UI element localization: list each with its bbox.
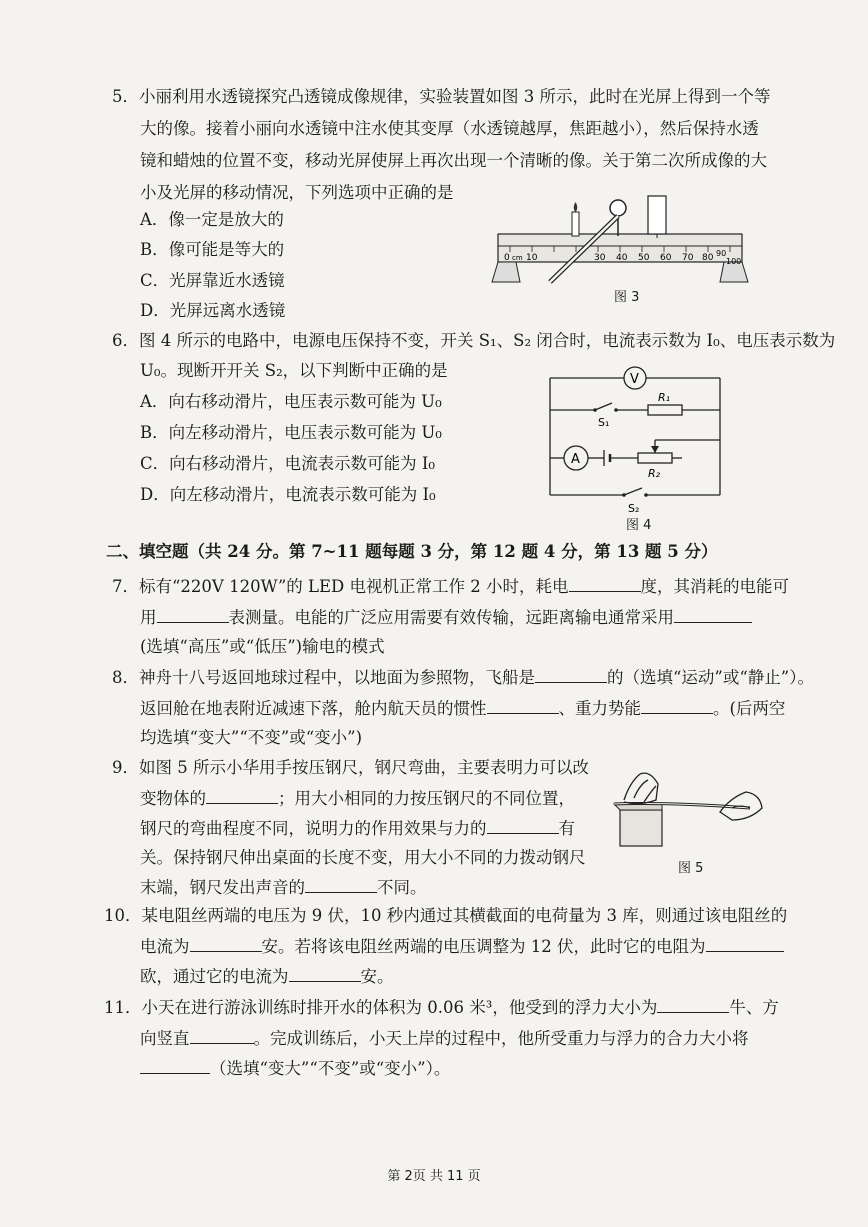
q10-blank-1[interactable] bbox=[190, 935, 262, 952]
ruler-tick-50: 50 bbox=[638, 253, 650, 263]
q11-text-1b: 牛、方 bbox=[729, 998, 779, 1017]
voltmeter-label: V bbox=[630, 372, 639, 387]
figure-3-caption: 图 3 bbox=[614, 290, 640, 305]
ruler-tick-70: 70 bbox=[682, 253, 694, 263]
q6-line-1: 6．图 4 所示的电路中，电源电压保持不变，开关 S₁、S₂ 闭合时，电流表示数为 I₀、电压表示数为 bbox=[112, 331, 836, 350]
r1-label: R₁ bbox=[658, 391, 671, 404]
q11-text-1a: 11．小天在进行游泳训练时排开水的体积为 0.06 米³，他受到的浮力大小为 bbox=[104, 998, 658, 1017]
q9-blank-3[interactable] bbox=[305, 876, 377, 893]
q8-blank-2[interactable] bbox=[487, 697, 559, 714]
q6-option-c: C．向右移动滑片，电流表示数可能为 I₀ bbox=[140, 454, 436, 473]
q10-line-3 bbox=[140, 965, 394, 988]
figure-5-ruler-on-table bbox=[600, 764, 770, 848]
q6-option-d: D．向左移动滑片，电流表示数可能为 I₀ bbox=[140, 485, 436, 504]
q9-text-3a: 钢尺的弯曲程度不同，说明力的作用效果与力的 bbox=[140, 819, 487, 838]
q7-text-1a: 7．标有“220V 120W”的 LED 电视机正常工作 2 小时，耗电 bbox=[112, 577, 569, 596]
q11-text-3: （选填“变大”“不变”或“变小”）。 bbox=[210, 1059, 451, 1078]
s1-label: S₁ bbox=[598, 416, 610, 429]
q10-blank-2[interactable] bbox=[706, 935, 784, 952]
q9-line-5 bbox=[140, 876, 427, 899]
s2-label: S₂ bbox=[628, 502, 640, 515]
ruler-tick-40: 40 bbox=[616, 253, 628, 263]
q11-line-2 bbox=[140, 1027, 749, 1050]
q11-blank-1[interactable] bbox=[657, 996, 729, 1013]
figure-3-optical-bench bbox=[490, 194, 750, 294]
q8-text-2b: 、重力势能 bbox=[558, 699, 641, 718]
ruler-tick-90: 90 bbox=[716, 249, 727, 258]
q8-blank-1[interactable] bbox=[535, 666, 607, 683]
q8-blank-3[interactable] bbox=[641, 697, 713, 714]
q6-option-a: A．向右移动滑片，电压表示数可能为 U₀ bbox=[140, 392, 442, 411]
q11-blank-2[interactable] bbox=[190, 1027, 254, 1044]
q5-option-b: B．像可能是等大的 bbox=[140, 240, 285, 259]
q6-line-2: U₀。现断开开关 S₂，以下判断中正确的是 bbox=[140, 361, 448, 380]
q8-text-1b: 的（选填“运动”或“静止”）。 bbox=[607, 668, 814, 687]
q11-blank-3[interactable] bbox=[140, 1057, 210, 1074]
q8-line-1 bbox=[112, 666, 814, 689]
ruler-tick-80: 80 bbox=[702, 253, 714, 263]
q9-blank-2[interactable] bbox=[487, 817, 559, 834]
ruler-tick-cm: cm bbox=[512, 254, 523, 262]
q10-text-2b: 安。若将该电阻丝两端的电压调整为 12 伏，此时它的电阻为 bbox=[261, 937, 706, 956]
q9-line-1: 9．如图 5 所示小华用手按压钢尺，钢尺弯曲，主要表明力可以改 bbox=[112, 758, 589, 777]
q10-text-3a: 欧，通过它的电流为 bbox=[140, 967, 289, 986]
q9-text-2a: 变物体的 bbox=[140, 789, 206, 808]
ruler-tick-30: 30 bbox=[594, 253, 606, 263]
q9-line-3 bbox=[140, 817, 575, 840]
q10-line-2 bbox=[140, 935, 784, 958]
ammeter-label: A bbox=[571, 452, 580, 467]
q9-text-2b: ；用大小相同的力按压钢尺的不同位置， bbox=[278, 789, 575, 808]
q11-text-2b: 。完成训练后，小天上岸的过程中，他所受重力与浮力的合力大小将 bbox=[253, 1029, 749, 1048]
q7-text-1b: 度，其消耗的电能可 bbox=[640, 577, 789, 596]
q8-line-3: 均选填“变大”“不变”或“变小”) bbox=[140, 728, 363, 747]
q7-line-3: (选填“高压”或“低压”)输电的模式 bbox=[140, 637, 385, 656]
figure-5-caption: 图 5 bbox=[678, 861, 704, 876]
q8-line-2 bbox=[140, 697, 785, 720]
q10-text-2a: 电流为 bbox=[140, 937, 190, 956]
q11-text-2a: 向竖直 bbox=[140, 1029, 190, 1048]
ruler-tick-60: 60 bbox=[660, 253, 672, 263]
q5-option-a: A．像一定是放大的 bbox=[140, 210, 284, 229]
q5-line-4: 小及光屏的移动情况，下列选项中正确的是 bbox=[140, 183, 454, 202]
q9-text-5a: 末端，钢尺发出声音的 bbox=[140, 878, 305, 897]
q8-text-1a: 8．神舟十八号返回地球过程中，以地面为参照物，飞船是 bbox=[112, 668, 535, 687]
q5-line-1: 5．小丽利用水透镜探究凸透镜成像规律，实验装置如图 3 所示，此时在光屏上得到一个等 bbox=[112, 87, 771, 106]
q7-text-2b: 表测量。电能的广泛应用需要有效传输，远距离输电通常采用 bbox=[228, 608, 674, 627]
figure-4-circuit bbox=[540, 360, 730, 518]
q11-line-3 bbox=[140, 1057, 450, 1080]
q7-blank-1[interactable] bbox=[569, 575, 641, 592]
q11-line-1 bbox=[104, 996, 779, 1019]
q10-text-3b: 安。 bbox=[360, 967, 394, 986]
q10-blank-3[interactable] bbox=[289, 965, 361, 982]
q8-text-2a: 返回舱在地表附近减速下落，舱内航天员的惯性 bbox=[140, 699, 487, 718]
figure-4-caption: 图 4 bbox=[626, 518, 652, 533]
q9-blank-1[interactable] bbox=[206, 787, 278, 804]
q5-line-3: 镜和蜡烛的位置不变，移动光屏使屏上再次出现一个清晰的像。关于第二次所成像的大 bbox=[140, 151, 767, 170]
ruler-tick-0: 0 bbox=[504, 253, 510, 263]
q7-blank-3[interactable] bbox=[674, 606, 752, 623]
q7-text-2a: 用 bbox=[140, 608, 157, 627]
q5-option-d: D．光屏远离水透镜 bbox=[140, 301, 286, 320]
q5-option-c: C．光屏靠近水透镜 bbox=[140, 271, 285, 290]
q6-option-b: B．向左移动滑片，电压表示数可能为 U₀ bbox=[140, 423, 442, 442]
q9-line-2 bbox=[140, 787, 575, 810]
q7-line-2 bbox=[140, 606, 752, 629]
q9-text-3b: 有 bbox=[558, 819, 575, 838]
section-2-heading: 二、填空题（共 24 分。第 7~11 题每题 3 分，第 12 题 4 分，第 13 题 5 分） bbox=[106, 542, 718, 561]
r2-label: R₂ bbox=[648, 467, 661, 480]
q10-line-1: 10．某电阻丝两端的电压为 9 伏，10 秒内通过其横截面的电荷量为 3 库，则通过该电阻丝的 bbox=[104, 906, 788, 925]
q9-text-5b: 不同。 bbox=[377, 878, 427, 897]
q8-text-2c: 。(后两空 bbox=[713, 699, 786, 718]
q7-blank-2[interactable] bbox=[157, 606, 229, 623]
q5-line-2: 大的像。接着小丽向水透镜中注水使其变厚（水透镜越厚，焦距越小），然后保持水透 bbox=[140, 119, 759, 138]
q7-line-1 bbox=[112, 575, 789, 598]
ruler-tick-100: 100 bbox=[726, 257, 742, 266]
q9-line-4: 关。保持钢尺伸出桌面的长度不变，用大小不同的力拨动钢尺 bbox=[140, 848, 586, 867]
ruler-tick-10: 10 bbox=[526, 253, 538, 263]
page-footer: 第 2页 共 11 页 bbox=[387, 1169, 481, 1184]
